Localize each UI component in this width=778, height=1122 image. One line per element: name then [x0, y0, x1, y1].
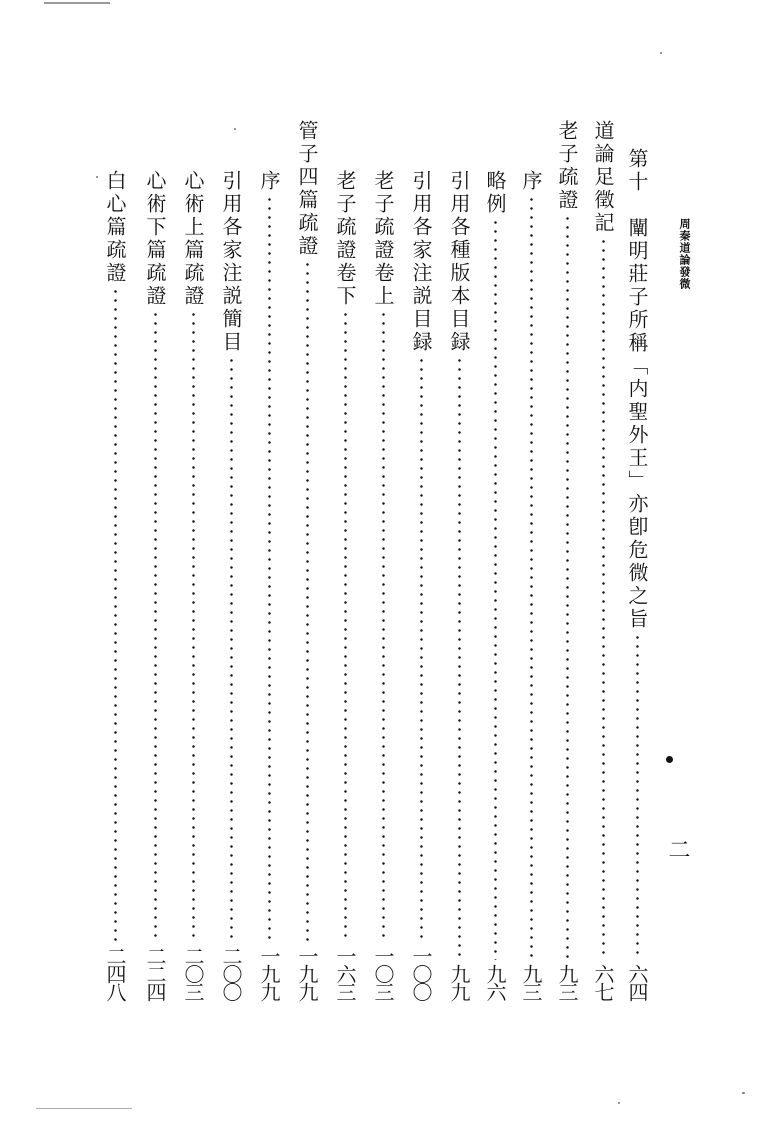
toc-entry-title: 序: [257, 170, 281, 193]
ink-dot-mark: [666, 756, 673, 763]
toc-entry-title: 略例: [483, 170, 507, 216]
scan-speck: [96, 176, 98, 178]
toc-leader-dots: [192, 310, 195, 942]
toc-entry-page: 六七: [591, 964, 615, 1000]
toc-entry[interactable]: [410, 170, 432, 1000]
toc-entry-title: 引用各家注説簡目: [219, 170, 243, 354]
toc-leader-dots: [636, 633, 639, 960]
toc-entry-title: 老子疏證卷下: [333, 170, 357, 308]
toc-entry[interactable]: [556, 120, 578, 1000]
toc-entry-title: 心術上篇疏證: [181, 170, 205, 308]
toc-entry-page: 一〇〇: [409, 946, 433, 1000]
toc-entry-title: 道論足徵記: [591, 120, 615, 235]
toc-entry-title: 管子四篇疏證: [295, 120, 319, 258]
toc-entry-title: 引用各種版本目録: [447, 170, 471, 354]
toc-entry-page: 二〇三: [181, 946, 205, 1000]
toc-leader-dots: [114, 287, 117, 942]
toc-leader-dots: [382, 310, 385, 942]
toc-entry-page: 九三: [555, 964, 579, 1000]
scan-speck: [234, 128, 236, 130]
toc-entry-page: 二〇〇: [219, 946, 243, 1000]
toc-entry[interactable]: [592, 120, 614, 1000]
toc-entry[interactable]: [520, 170, 542, 1000]
scan-speck: [660, 52, 662, 54]
toc-entry-page: 一六三: [333, 946, 357, 1000]
toc-entry-title: 引用各家注説目録: [409, 170, 433, 354]
toc-entry[interactable]: [220, 170, 242, 1000]
toc-leader-dots: [602, 237, 605, 960]
toc-entry[interactable]: [258, 170, 280, 1000]
toc-entry-title: 老子疏證卷上: [371, 170, 395, 308]
toc-leader-dots: [154, 310, 157, 942]
toc-entry-title: 白心篇疏證: [103, 170, 127, 285]
toc-leader-dots: [230, 356, 233, 942]
running-header: 周秦道論發微: [678, 218, 691, 290]
toc-entry-title: 老子疏證: [555, 120, 579, 212]
toc-entry-title: 第十 闡明莊子所稱「内聖外王」亦卽危微之旨: [625, 148, 649, 631]
toc-leader-dots: [268, 195, 271, 942]
toc-entry-page: 九三: [519, 964, 543, 1000]
toc-entry-page: 二四八: [103, 946, 127, 1000]
scan-speck: [742, 1092, 745, 1094]
scan-edge-mark-top: [44, 2, 110, 4]
toc-entry-page: 一九九: [295, 946, 319, 1000]
toc-leader-dots: [458, 356, 461, 960]
toc-entry[interactable]: [144, 170, 166, 1000]
toc-entry-page: 一九九: [257, 946, 281, 1000]
toc-leader-dots: [306, 260, 309, 942]
toc-entry-title: 心術下篇疏證: [143, 170, 167, 308]
page-number: 二: [665, 838, 690, 860]
toc-entry[interactable]: [626, 148, 648, 1000]
toc-entry-page: 六四: [625, 964, 649, 1000]
scan-speck: [618, 1102, 620, 1104]
toc-entry[interactable]: [296, 120, 318, 1000]
toc-entry-title: 序: [519, 170, 543, 193]
toc-entry[interactable]: [448, 170, 470, 1000]
toc-entry[interactable]: [334, 170, 356, 1000]
toc-entry[interactable]: [104, 170, 126, 1000]
toc-entry[interactable]: [372, 170, 394, 1000]
toc-entry-page: 九六: [483, 964, 507, 1000]
toc-entry[interactable]: [484, 170, 506, 1000]
toc-leader-dots: [494, 218, 497, 960]
scan-edge-mark-bottom: [36, 1108, 132, 1109]
toc-leader-dots: [530, 195, 533, 960]
toc-leader-dots: [566, 214, 569, 960]
toc-entry-page: 一〇三: [371, 946, 395, 1000]
toc-entry-page: 九九: [447, 964, 471, 1000]
toc-entry[interactable]: [182, 170, 204, 1000]
toc-leader-dots: [420, 356, 423, 942]
toc-leader-dots: [344, 310, 347, 942]
toc-entry-page: 二二四: [143, 946, 167, 1000]
